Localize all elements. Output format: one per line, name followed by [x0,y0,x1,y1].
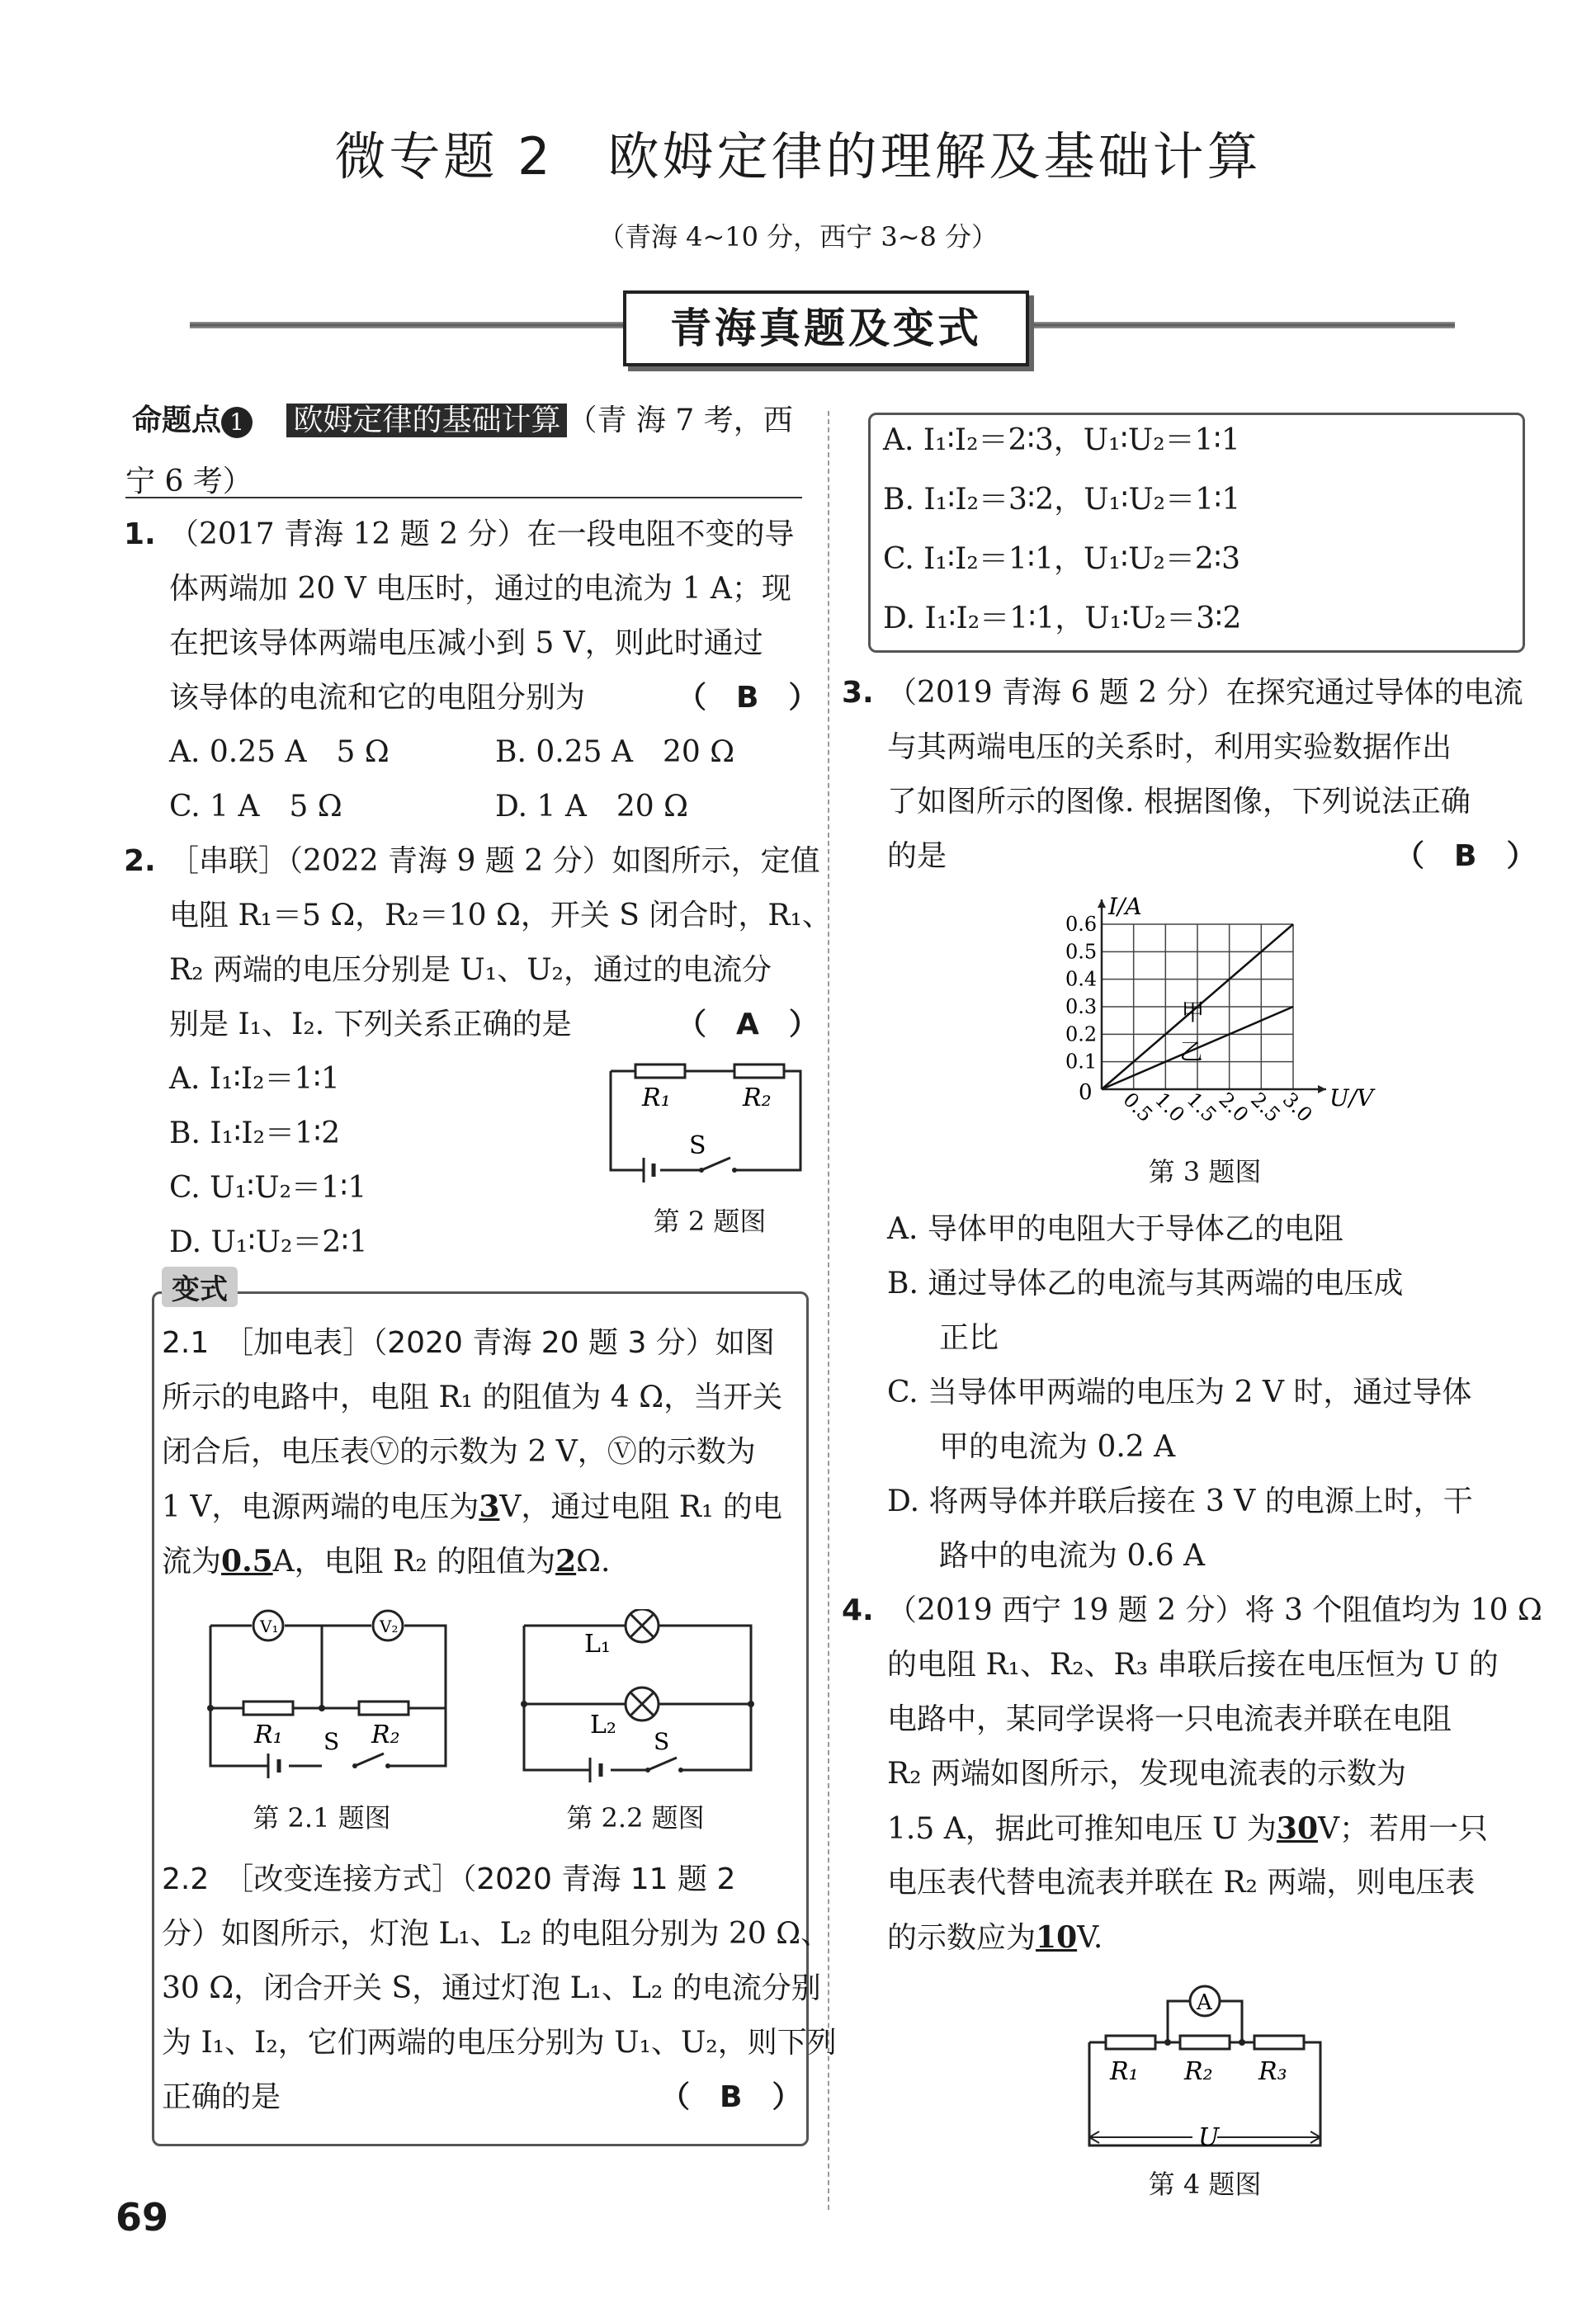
q1-line: 在把该导体两端电压减小到 5 V，则此时通过 [169,626,763,660]
q1-option-d: D. 1 A 20 Ω [495,790,688,824]
v21-blank-voltage: 3 [479,1489,500,1524]
v21-line-4 [162,1489,782,1526]
q3-option-c: C. 当导体甲两端的电压为 2 V 时，通过导体 [887,1376,1472,1409]
x-tick-label: 0.5 [1118,1088,1158,1127]
q4-text: 的示数应为 [887,1921,1036,1955]
q4-line-7 [887,1919,1103,1957]
v21-switch-label: S [323,1728,340,1755]
point-number: 1 [221,407,253,438]
q2-r2-label: R₂ [743,1083,772,1112]
x-tick-label: 3.0 [1277,1088,1317,1127]
q3-line: （2019 青海 6 题 2 分）在探究通过导体的电流 [887,676,1523,710]
q3-line: 了如图所示的图像. 根据图像，下列说法正确 [887,785,1471,819]
v22-option-d: D. I₁∶I₂＝1∶1，U₁∶U₂＝3∶2 [883,602,1242,635]
q3-option-b-cont: 正比 [939,1321,999,1355]
v21-text: 1 V，电源两端的电压为 [162,1490,479,1524]
v21-text: A，电阻 R₂ 的阻值为 [272,1545,556,1579]
q1-number: 1. [124,517,156,551]
q1-answer: （ B ） [677,681,819,715]
series-label: 乙 [1179,1038,1203,1065]
q1-option-c: C. 1 A 5 Ω [169,790,342,824]
v22-line: 2.2 ［改变连接方式］（2020 青海 11 题 2 [162,1862,736,1896]
x-tick-label: 2.0 [1214,1088,1254,1127]
q2-line: R₂ 两端的电压分别是 U₁、U₂，通过的电流分 [169,953,772,987]
q4-r1-label: R₁ [1110,2057,1139,2086]
x-tick-label: 1.5 [1182,1088,1221,1127]
page-number: 69 [116,2195,169,2240]
q1-line: 该导体的电流和它的电阻分别为 [169,681,586,715]
q3-answer: （ B ） [1395,839,1537,873]
v22-line: 分）如图所示，灯泡 L₁、L₂ 的电阻分别为 20 Ω、 [162,1917,831,1951]
y-axis-label: I/A [1108,893,1142,920]
point-note: （青 海 7 考，西 [567,404,793,437]
v22-line: 为 I₁、I₂，它们两端的电压分别为 U₁、U₂，则下列 [162,2026,837,2060]
x-tick-label: 2.5 [1246,1088,1285,1127]
v21-r2-label: R₂ [371,1721,400,1749]
point-title: 欧姆定律的基础计算 [286,404,567,437]
q4-r3-label: R₃ [1258,2057,1287,2086]
q4-line: R₂ 两端如图所示，发现电流表的示数为 [887,1757,1406,1791]
q4-line: 电路中，某同学误将一只电流表并联在电阻 [887,1702,1452,1736]
q2-line: 别是 I₁、I₂. 下列关系正确的是 [169,1008,572,1041]
q4-number: 4. [842,1593,874,1627]
v22-option-c: C. I₁∶I₂＝1∶1，U₁∶U₂＝2∶3 [883,542,1241,576]
x-axis-arrow [1318,1085,1326,1093]
q2-caption: 第 2 题图 [653,1206,767,1237]
y-tick-label: 0.5 [1065,940,1098,964]
y-tick-label: 0.4 [1065,967,1098,991]
v22-line: 30 Ω，闭合开关 S，通过灯泡 L₁、L₂ 的电流分别 [162,1971,821,2005]
y-axis-arrow [1098,899,1106,908]
x-tick-label: 1.0 [1150,1088,1189,1127]
q4-line: 电压表代替电流表并联在 R₂ 两端，则电压表 [887,1866,1476,1900]
q3-option-a: A. 导体甲的电阻大于导体乙的电阻 [887,1212,1343,1246]
banner-line-right [1026,322,1455,328]
v21-v1-label: V₁ [260,1617,279,1636]
series-label: 甲 [1181,998,1205,1026]
q3-option-d-cont: 路中的电流为 0.6 A [939,1539,1206,1573]
q2-number: 2. [124,844,156,878]
y-tick-label: 0.2 [1065,1022,1098,1046]
q4-text: V. [1077,1921,1103,1955]
v22-l2-label: L₂ [590,1711,616,1739]
v22-l1-label: L₁ [584,1630,611,1659]
q2-option-b: B. I₁∶I₂＝1∶2 [169,1116,341,1150]
q4-circuit [1081,1980,1329,2158]
v21-blank-current: 0.5 [221,1544,273,1579]
origin-label: 0 [1079,1080,1093,1105]
v21-v2-label: V₂ [380,1617,399,1636]
page-subtitle: （青海 4~10 分，西宁 3~8 分） [597,221,999,253]
y-tick-label: 0.1 [1065,1050,1098,1074]
q4-ammeter-label: A [1197,1990,1212,2015]
v22-caption: 第 2.2 题图 [566,1802,705,1834]
v22-option-b: B. I₁∶I₂＝3∶2，U₁∶U₂＝1∶1 [883,483,1241,517]
q3-option-c-cont: 甲的电流为 0.2 A [939,1430,1176,1464]
v21-text: V，通过电阻 R₁ 的电 [499,1490,782,1524]
q4-u-label: U [1198,2123,1220,2152]
q4-line-5 [887,1810,1488,1848]
point-underline [125,497,802,498]
q3-line: 与其两端电压的关系时，利用实验数据作出 [887,730,1452,764]
q3-chart [1036,887,1382,1151]
v21-blank-resistance: 2 [555,1544,577,1579]
q2-r1-label: R₁ [642,1083,671,1112]
q1-option-b: B. 0.25 A 20 Ω [495,735,735,769]
q2-option-c: C. U₁∶U₂＝1∶1 [169,1171,367,1205]
q3-caption: 第 3 题图 [1148,1156,1262,1187]
q2-option-a: A. I₁∶I₂＝1∶1 [169,1062,340,1096]
v21-line: 闭合后，电压表Ⓥ的示数为 2 V，Ⓥ的示数为 [162,1435,756,1469]
x-axis-label: U/V [1329,1084,1374,1112]
point-label: 命题点 [132,404,222,437]
q4-line: （2019 西宁 19 题 2 分）将 3 个阻值均为 10 Ω [887,1593,1542,1627]
q2-option-d: D. U₁∶U₂＝2∶1 [169,1225,368,1259]
q2-circuit [602,1055,809,1187]
q4-blank-voltmeter: 10 [1036,1920,1078,1955]
v22-option-a: A. I₁∶I₂＝2∶3，U₁∶U₂＝1∶1 [883,423,1240,457]
q4-caption: 第 4 题图 [1148,2169,1262,2200]
v21-text: Ω. [576,1545,611,1579]
v21-text: 流为 [162,1545,222,1579]
q4-text: 1.5 A，据此可推知电压 U 为 [887,1812,1277,1846]
variant-tag: 变式 [162,1267,238,1307]
v21-circuit [198,1601,462,1782]
q1-line: （2017 青海 12 题 2 分）在一段电阻不变的导 [169,517,795,551]
q3-line: 的是 [887,839,947,873]
v22-answer: （ B ） [660,2080,802,2114]
y-tick-label: 0.6 [1065,913,1098,936]
q1-option-a: A. 0.25 A 5 Ω [169,735,390,769]
point-note-2: 宁 6 考） [125,465,253,498]
q2-answer: （ A ） [677,1008,819,1041]
v21-line-5 [162,1543,610,1580]
page-title: 微专题 2 欧姆定律的理解及基础计算 [334,126,1262,186]
v21-line: 所示的电路中，电阻 R₁ 的阻值为 4 Ω，当开关 [162,1381,783,1414]
q4-blank-voltage: 30 [1276,1811,1319,1846]
point-header [132,403,793,439]
q2-line: ［串联］（2022 青海 9 题 2 分）如图所示，定值 [169,844,820,878]
q3-number: 3. [842,676,874,710]
y-tick-label: 0.3 [1065,995,1098,1018]
q4-line: 的电阻 R₁、R₂、R₃ 串联后接在电压恒为 U 的 [887,1648,1499,1682]
v21-r1-label: R₁ [254,1721,283,1749]
q2-line: 电阻 R₁＝5 Ω，R₂＝10 Ω，开关 S 闭合时，R₁、 [169,899,832,932]
v21-caption: 第 2.1 题图 [253,1802,391,1834]
v21-line: 2.1 ［加电表］（2020 青海 20 题 3 分）如图 [162,1326,775,1360]
section-banner: 青海真题及变式 [623,290,1029,366]
v22-circuit [512,1609,776,1782]
q3-option-b: B. 通过导体乙的电流与其两端的电压成 [887,1267,1404,1300]
q4-r2-label: R₂ [1184,2057,1213,2086]
q4-text: V；若用一只 [1318,1812,1489,1846]
v22-switch-label: S [654,1728,670,1755]
v22-line: 正确的是 [162,2080,281,2114]
q3-option-d: D. 将两导体并联后接在 3 V 的电源上时，干 [887,1485,1473,1518]
q2-switch-label: S [689,1131,706,1160]
banner-line-left [190,322,623,328]
q1-line: 体两端加 20 V 电压时，通过的电流为 1 A；现 [169,572,791,606]
